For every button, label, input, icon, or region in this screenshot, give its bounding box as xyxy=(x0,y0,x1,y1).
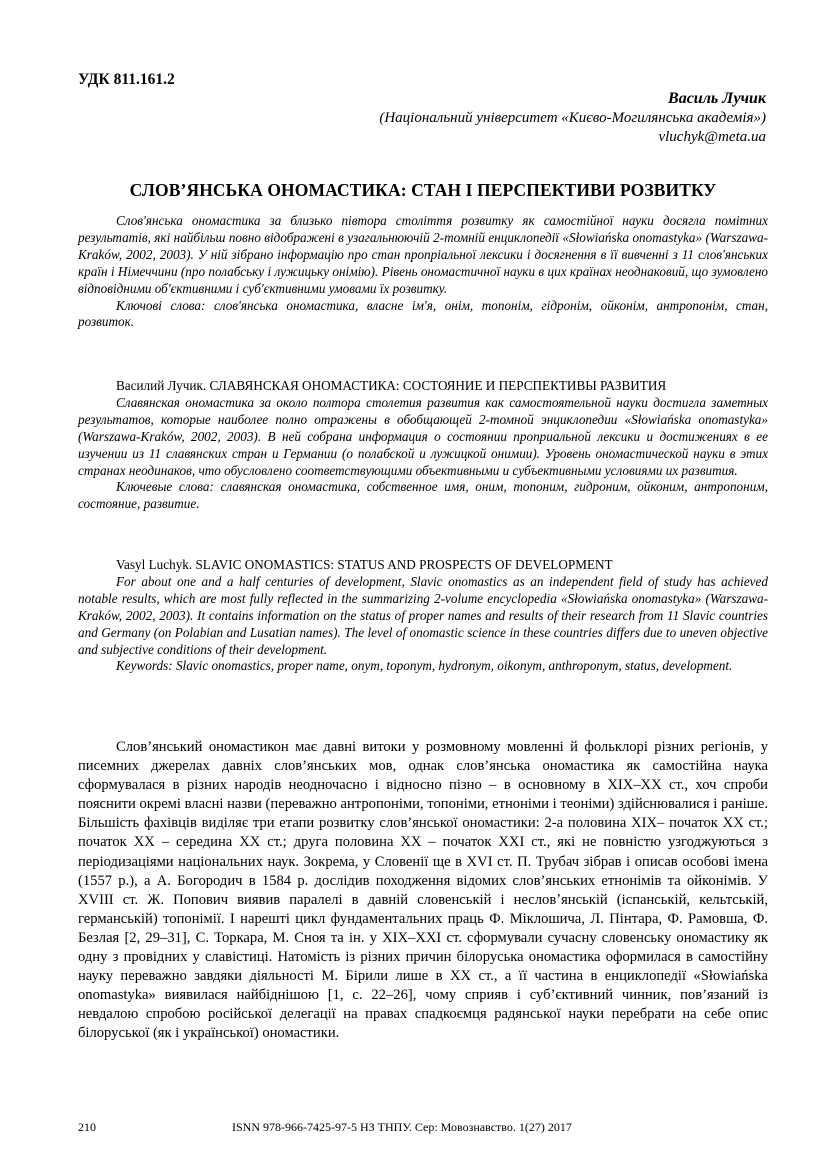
article-title: СЛОВ’ЯНСЬКА ОНОМАСТИКА: СТАН І ПЕРСПЕКТИВИ РОЗВИТКУ xyxy=(129,180,717,200)
abstract-english xyxy=(78,557,768,675)
abstract-russian xyxy=(78,378,768,513)
abstract-text: Славянская ономастика за около полтора столетия развития как самостоятельной науки достигла заметных результатов, которые наиболее полно отражены в обобщающей 2-томной энциклопедии «Słowiańska onomastyka» (Warszawa-Kraków, 2002, 2003). В ней собрана информация о состоянии проприальной лексики и достижениях в ее изучении из 11 славянских стран и Германии (о полабской и лужицкой онимии). Уровень ономастической науки в этих странах неодинаков, что обусловлено соответствующими объективными и субъективными условиями их развития. xyxy=(78,394,768,478)
udc-code: УДК 811.161.2 xyxy=(78,71,175,88)
author-name: Василь Лучик xyxy=(668,90,766,107)
abstract-text: Слов'янська ономастика за близько півтора століття розвитку як самостійної науки досягла помітних результатів, які найбільш повно відображені в узагальнюючій 2-томній енциклопедії «Słowiańska onomastyka» (Warszawa-Kraków, 2002, 2003). У ній зібрано інформацію про стан пропріальної лексики і досягнення в її вивченні з 11 слов'янських країн і Німеччини (про полабську і лужицьку онімію). Рівень ономастичної науки в цих країнах неоднаковий, що зумовлено відповідними об'єктивними і суб'єктивними умовами їх розвитку. xyxy=(78,213,768,296)
author-affiliation: (Національний університет «Києво-Могилянська академія») xyxy=(379,109,766,126)
journal-info: ISNN 978-966-7425-97-5 НЗ ТНПУ. Сер: Мовознавство. 1(27) 2017 xyxy=(232,1120,572,1134)
abstract-ukrainian xyxy=(78,213,768,331)
page-number: 210 xyxy=(78,1120,96,1134)
abstract-keywords: Keywords: Slavic onomastics, proper name, onym, toponym, hydronym, oikonym, anthroponym, status, development. xyxy=(116,658,733,674)
abstract-text: For about one and a half centuries of development, Slavic onomastics as an independent field of study has achieved notable results, which are most fully reflected in the summarizing 2-volume encyclopedia «Słowiańska onomastyka» (Warszawa-Kraków, 2002, 2003). It contains information on the status of proper names and results of their research from 11 Slavic countries and Germany (on Polabian and Lusatian names). The level of onomastic science in these countries differs due to uneven objective and subjective conditions of their development. xyxy=(78,573,768,657)
abstract-heading: Vasyl Luchyk. SLAVIC ONOMASTICS: STATUS AND PROSPECTS OF DEVELOPMENT xyxy=(116,557,613,572)
body-paragraph: Слов’янський ономастикон має давні витоки у розмовному мовленні й фольклорі різних регіонів, у писемних джерелах давніх слов’янських мов, однак слов’янська ономастика як самостійна наука сформувалася в різних народів неодночасно і відносно пізно – в основному в XIX–XX ст., хоч спроби пояснити окремі власні назви (переважно антропоніми, топоніми, етноніми і теоніми) здійснювалися і раніше. Більшість фахівців виділяє три етапи розвитку слов’янської ономастики: 2-а половина XIX– початок XX ст.; початок XX – середина XX ст.; друга половина XX – початок XXI ст., які не повністю узгоджуються з періодизаціями національних наук. Зокрема, у Словенії ще в XVI ст. П. Трубач зібрав і описав особові імена (1557 р.), а А. Богородич в 1584 р. дослідив походження відомих слов’янських етнонімів та ойконімів. У XVIII ст. Ж. Попович виявив паралелі в давній словенській і несловʼянській (іспанській, кельтській, германській) топонімії. І нарешті цикл фундаментальних праць Ф. Міклошича, Л. Пінтара, Ф. Рамовша, Ф. Безлая [2, 29–31], С. Торкара, М. Сноя та ін. у XIX–XXI ст. сформували сучасну словенську ономастику як одну з провідних у славістиці. Натомість із різних причин білоруська ономастика оформилася в самостійну науку переважно завдяки діяльності М. Бірили лише в XX ст., а її частина в енциклопедії «Słowiańska onomastyka» виявилася найбіднішою [1, с. 22–26], чому сприяв і суб’єктивний чинник, пов’язаний із невдалою спробою російської делегації на правах спадкоємця радянської науки перебрати на себе опис білоруської (як і української) ономастики. xyxy=(78,739,768,1042)
abstract-heading: Василий Лучик. СЛАВЯНСКАЯ ОНОМАСТИКА: СОСТОЯНИЕ И ПЕРСПЕКТИВЫ РАЗВИТИЯ xyxy=(116,378,667,393)
author-email: vluchyk@meta.ua xyxy=(658,129,766,145)
abstract-keywords: Ключевые слова: славянская ономастика, собственное имя, оним, топоним, гидроним, ойконим, антропоним, состояние, развитие. xyxy=(78,479,768,512)
abstract-keywords: Ключові слова: слов'янська ономастика, власне ім'я, онім, топонім, гідронім, ойконім, антропонім, стан, розвиток. xyxy=(78,297,768,330)
author-block xyxy=(379,89,766,148)
